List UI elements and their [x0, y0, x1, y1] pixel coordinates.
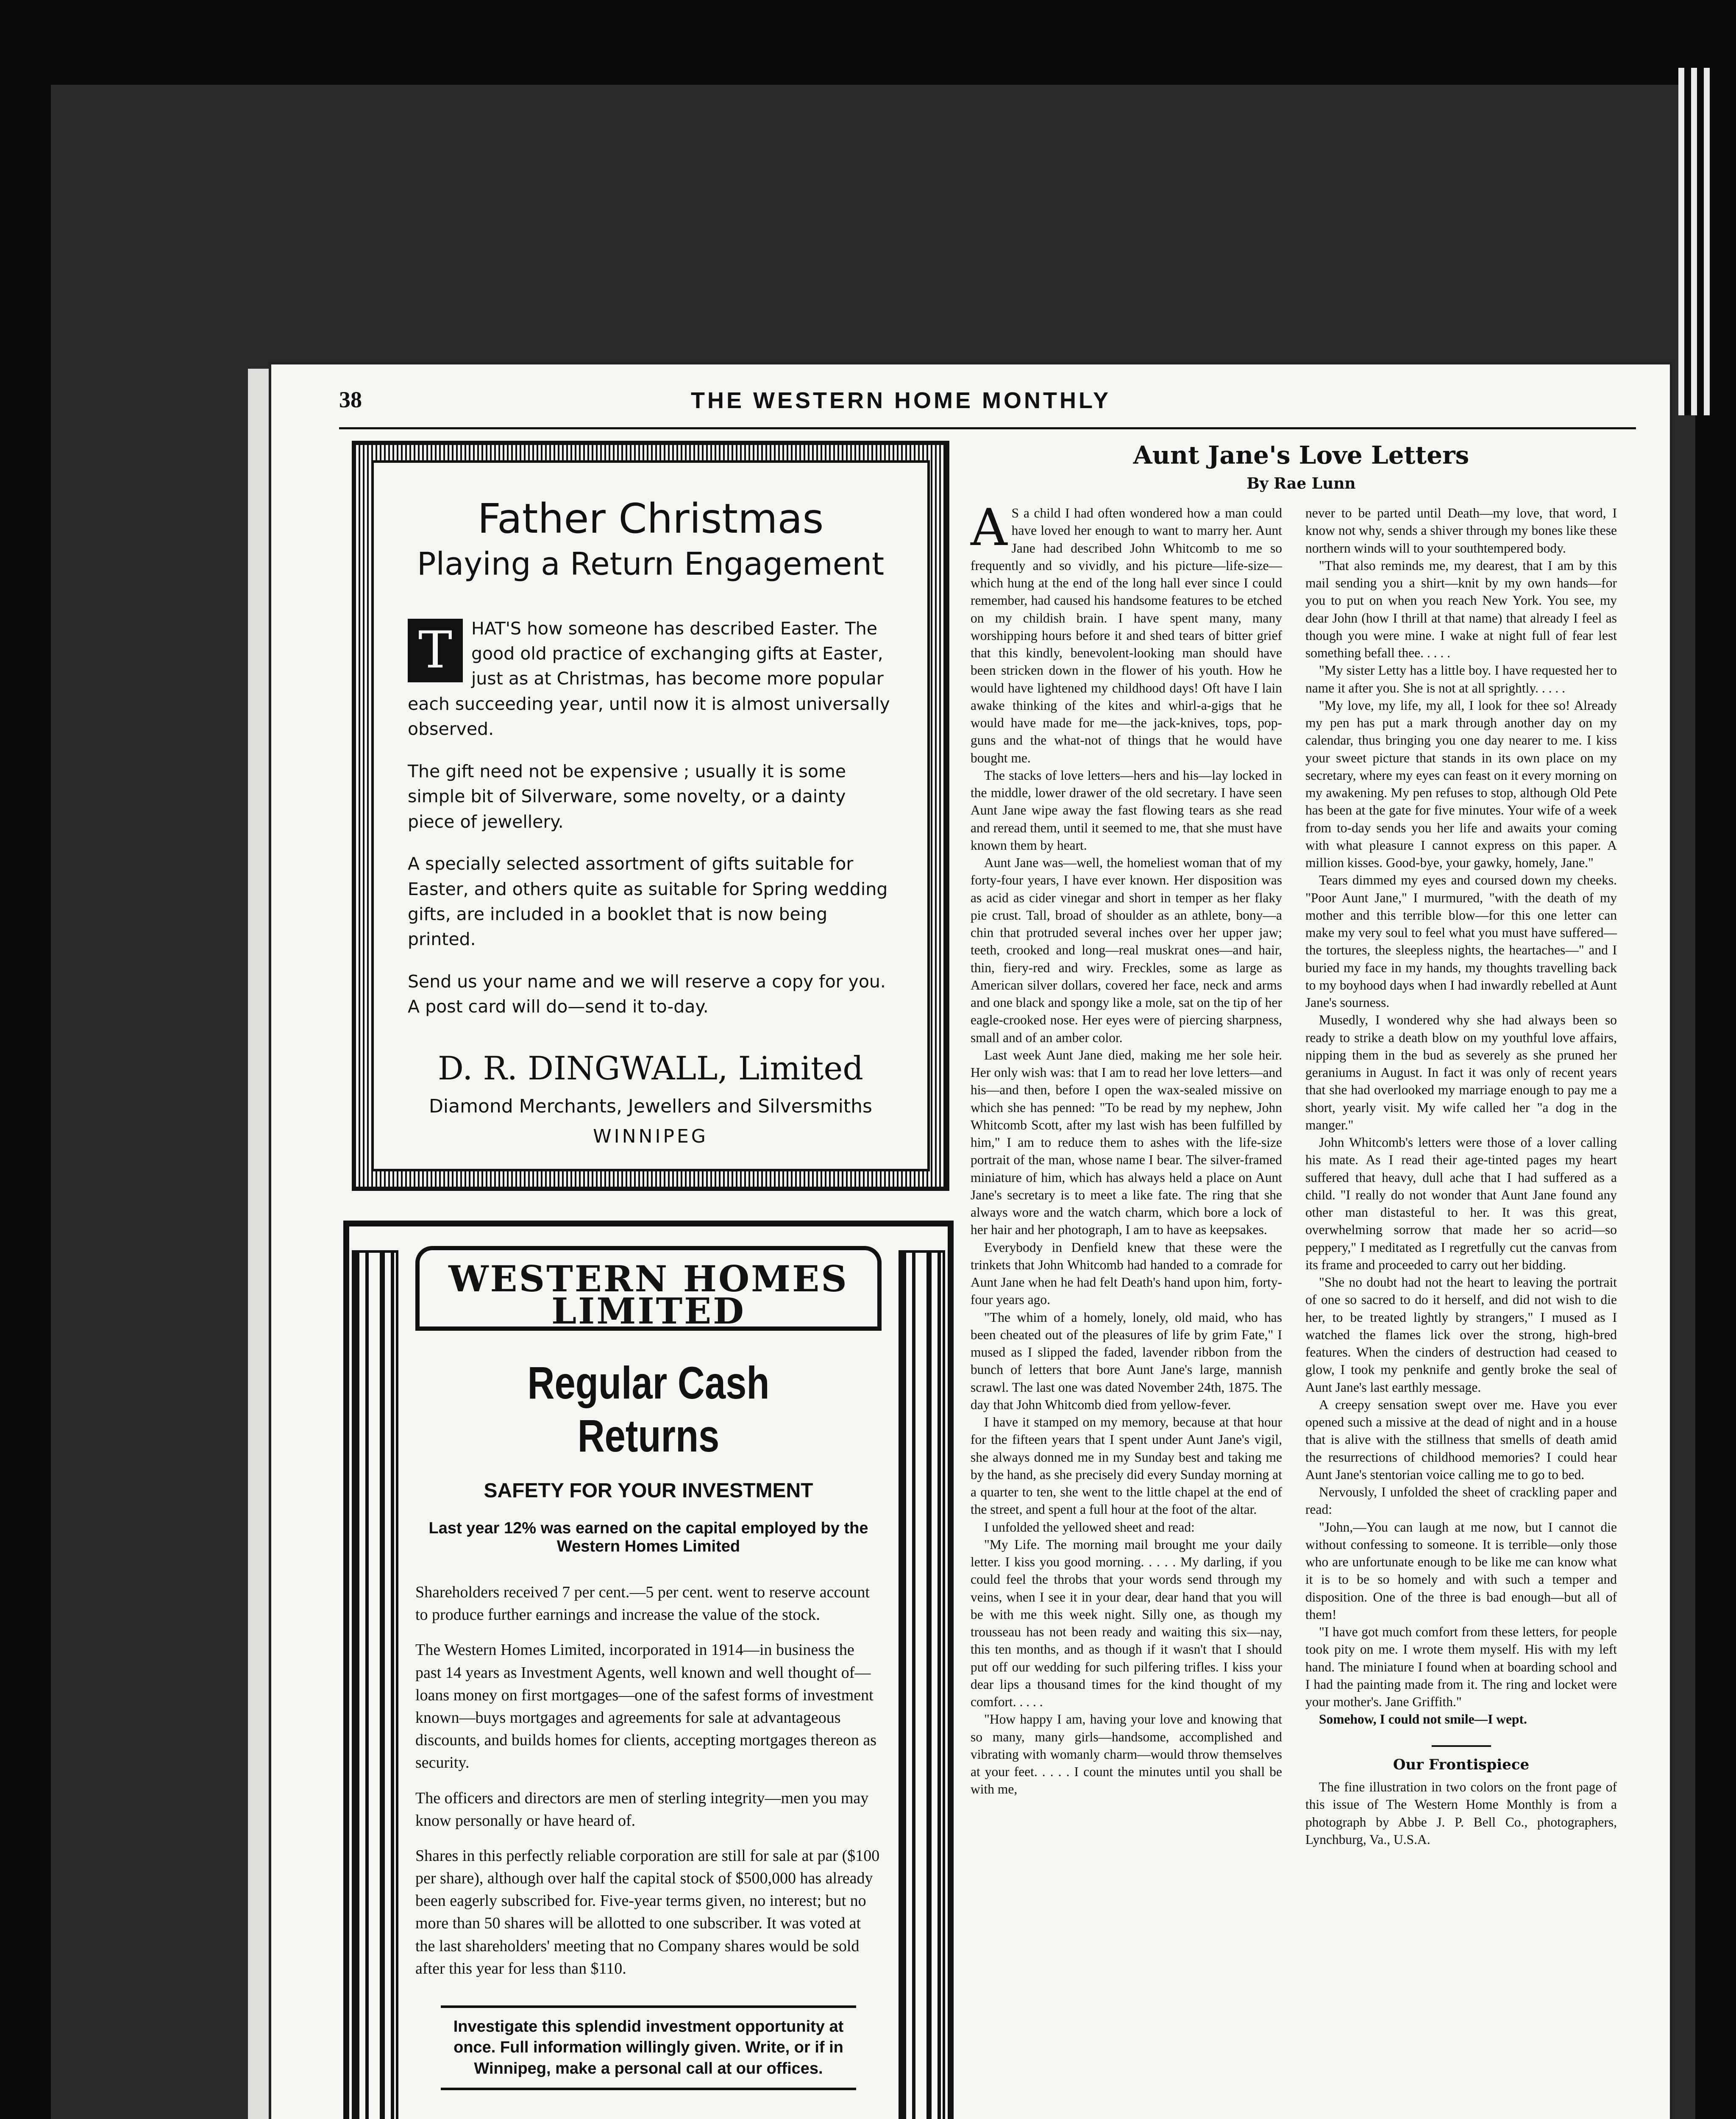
article-paragraph: Last week Aunt Jane died, making me her sole heir. Her only wish was: that I am to read her love letters—and his—and then, before I open the wax-sealed missive on which she has penned: "To be read by my nephew, John Whitcomb Scott, after my last wish has been fulfilled by him," I am to reduce them to ashes with the life-size portrait of the man, whose name I bear. The silver-framed miniature of him, which has always held a place on Aunt Jane's secretary is to meet a like fate. The ring that she always wore and the watch charm, which bore a lock of her hair and her photograph, I am to have as keepsakes. — [971, 1047, 1282, 1237]
article-paragraph: Tears dimmed my eyes and coursed down my cheeks. "Poor Aunt Jane," I murmured, "with the death of my mother and this terrible blow—for this one letter can make my very soul to feel what you must have suffered—the tortures, the sleepless nights, the heartaches—" and I buried my face in my hands, my thoughts travelling back to my boyhood days when I had inwardly rebelled at Aunt Jane's sourness. — [1305, 873, 1617, 1010]
firm-name: D. R. DINGWALL, Limited — [437, 1049, 864, 1087]
ad-subtitle: Playing a Return Engagement — [417, 545, 885, 582]
scan-margin-stripes — [1678, 68, 1717, 415]
article-paragraph: "She no doubt had not the heart to leaving the portrait of one so sacred to do it herself, and did not wish to die her, to be treated lightly by strangers," I mused as I watched the flames lick over the strong, high-bred features. When the cinders of destruction had ceased to glow, I took my penknife and gently broke the seal of Aunt Jane's last earthly message. — [1305, 1275, 1617, 1395]
running-header — [339, 387, 1636, 412]
ad-paragraph: Shares in this perfectly reliable corporation are still for sale at par ($100 per share), although over half the capital stock of $500,000 has already been eagerly subscribed for. Five-year terms given, no interest; but no more than 50 shares will be allotted to one subscriber. It was voted at the last shareholders' meeting that no Company shares would be sold after this year for less than $110. — [415, 1846, 880, 1977]
article-paragraph: I unfolded the yellowed sheet and read: — [984, 1519, 1195, 1535]
article-byline: By Rae Lunn — [1246, 475, 1356, 492]
left-pillar-ornament — [352, 1250, 398, 2119]
dingwall-advertisement — [352, 441, 949, 1191]
article-paragraph: Musedly, I wondered why she had always been so ready to strike a death blow on my youthful love affairs, nipping them in the bud as severely as she pruned her geraniums in August. In fact it was only of recent years that she had overlooked my marriage enough to pay me a short, yearly visit. My wife called her "a dog in the manger." — [1305, 1012, 1617, 1132]
article-paragraph: "I have got much comfort from these letters, for people took pity on me. I wrote them myself. His with my left hand. The miniature I found when at boarding school and I had the painting made from it. The ring and locket were your mother's. Jane Griffith." — [1305, 1624, 1617, 1709]
section-divider — [1432, 1745, 1491, 1747]
article-paragraph: "The whim of a homely, lonely, old maid, who has been cheated out of the pleasures of life by grim Fate," I mused as I slipped the faded, lavender ribbon from the bunch of letters that bore Aunt Jane's large, mannish scrawl. The last one was dated November 24th, 1875. The day that John Whitcomb died from yellow-fever. — [971, 1310, 1282, 1412]
article-paragraph: "How happy I am, having your love and knowing that so many, many girls—handsome, accomplished and vibrating with womanly charm—would throw themselves at your feet. . . . . I count the minutes until you shall be with me, — [971, 1712, 1282, 1797]
article-paragraph: never to be parted until Death—my love, that word, I know not why, sends a shiver through my bones like these northern winds will to your southtempered body. — [1305, 506, 1617, 556]
ad-body — [415, 1348, 882, 2090]
article-paragraph: The stacks of love letters—hers and his—lay locked in the middle, lower drawer of the old secretary. I have seen Aunt Jane wipe away the fast flowing tears as she read and reread them, until it seemed to me, that she must have known them by heart. — [971, 768, 1282, 853]
article-column-1 — [971, 498, 1282, 1798]
article-closing-line: Somehow, I could not smile—I wept. — [1319, 1712, 1527, 1727]
ad-paragraph: Send us your name and we will reserve a copy for you. A post card will do—send it to-day. — [408, 971, 886, 1017]
article-title: Aunt Jane's Love Letters — [1133, 441, 1469, 470]
article-paragraph: A S a child I had often wondered how a man could have loved her enough to want to marry her. Aunt Jane had described John Whitcomb to me so frequently and so vividly, and his picture—life-size—which hung at the end of the long hall ever since I could remember, had caused his handsome features to be etched on my childish brain. I have spent many, many worshipping hours before it and shed tears of bitter grief that this kindly, benevolent-looking man should have been stricken down in the flower of his youth. How he would have lightened my childhood days! Oft have I lain awake thinking of the kites and whirl-a-gigs that he would have made for me—the jack-knives, tops, pop-guns and the what-not of things that he would have bought me. — [971, 498, 1282, 765]
ad-title: Father Christmas — [477, 495, 824, 542]
header-rule — [339, 427, 1636, 429]
ad-earnings: Last year 12% was earned on the capital employed by the Western Homes Limited — [428, 1519, 868, 1555]
western-homes-advertisement — [331, 1221, 966, 2119]
company-name: WESTERN HOMES LIMITED — [448, 1258, 849, 1332]
ad-paragraph: The Western Homes Limited, incorporated in 1914—in business the past 14 years as Investment Agents, well known and well thought of—loans money on first mortgages—one of the safest forms of investment known—buys mortgages and agreements for sale at advantageous discounts, and builds homes for clients, accepting mortgages thereon as security. — [415, 1641, 877, 1772]
drop-cap: A — [971, 498, 1007, 557]
firm-city: WINNIPEG — [593, 1125, 708, 1147]
article-paragraph: Everybody in Denfield knew that these were the trinkets that John Whitcomb had handed to a comrade for Aunt Jane when he had felt Death's hand upon him, forty-four years ago. — [971, 1240, 1282, 1307]
binding-edge — [248, 369, 273, 2119]
article-paragraph: John Whitcomb's letters were those of a lover calling his mate. As I read their age-tinted pages my heart suffered that heavy, dull ache that I had suffered as a child. "I really do not wonder that Aunt Jane found any other man distasteful to her. It was this great, overwhelming sorrow that made her so acrid—so peppery," I meditated as I regretfully cut the canvas from its frame and proceeded to carry out her bidding. — [1305, 1135, 1617, 1272]
page-number: 38 — [339, 387, 362, 412]
article-paragraph: "My Life. The morning mail brought me your daily letter. I kiss you good morning. . . . . My darling, if you could feel the throbs that your words send through my veins, when I see it in your dear, dear hand that you will be with me this week night. Silly one, as though my trousseau has not been ready and waiting this six—nay, this ten months, and as though if it wasn't that I should put off our wedding for such pilfering trifles. I kiss your dear lips a thousand times for the kind thought of my comfort. . . . . — [971, 1537, 1282, 1709]
ad-subhead: SAFETY FOR YOUR INVESTMENT — [484, 1479, 813, 1502]
ad-paragraph: T HAT'S how someone has described Easter. The good old practice of exchanging gifts at Easter, just as at Christmas, has become more popular each succeeding year, until now it is almost universally observed. — [408, 618, 890, 740]
frontispiece-text: The fine illustration in two colors on the front page of this issue of The Western Home Monthly is from a photograph by Abbe J. P. Bell Co., photographers, Lynchburg, Va., U.S.A. — [1305, 1780, 1617, 1847]
right-pillar-ornament — [899, 1250, 945, 2119]
ad-headline: Regular Cash Returns — [527, 1357, 770, 1461]
article-paragraph: A creepy sensation swept over me. Have you ever opened such a missive at the dead of night and in a house that is alive with the stillness that smells of death amid the resurrections of childhood memories? I could hear Aunt Jane's stentorian voice calling me to go to bed. — [1305, 1397, 1617, 1482]
article-paragraph: I have it stamped on my memory, because at that hour for the fifteen years that I spent under Aunt Jane's vigil, she always donned me in my Sunday best and taking me by the hand, as she precisely did every Sunday morning at a quarter to ten, she went to the little chapel at the end of the street, and spent a full hour at the foot of the altar. — [971, 1415, 1282, 1517]
article-paragraph: "My love, my life, my all, I look for thee so! Already my pen has put a mark through another day on my calendar, thus bringing you one day nearer to me. I kiss your sweet picture that stands in its own place on my secretary, where my eyes can feast on it every morning on my awakening. My pen refuses to stop, although Old Pete has been at the gate for five minutes. Your wife of a week from to-day sends you her life and awaits your coming with what pleasure I cannot express on this paper. A million kisses. Good-bye, your gawky, homely, Jane." — [1305, 698, 1617, 870]
drop-cap: T — [408, 619, 463, 682]
article-paragraph: Aunt Jane was—well, the homeliest woman that of my forty-four years, I have ever known. Her disposition was as acid as cider vinegar and short in temper as her flaky pie crust. Tall, broad of shoulder as an athlete, bony—a chin that protruded several inches over her upper jaw; teeth, crooked and long—real muskrat ones—and hair, thin, fiery-red and wiry. Freckles, some as large as American silver dollars, covered her face, neck and arms and one black and spongy like a mole, sat on the tip of her eagle-crooked nose. Her eyes were of piercing sharpness, small and of an amber color. — [971, 855, 1282, 1045]
ad-call-to-action: Investigate this splendid investment opportunity at once. Full information willingly given. Write, or if in Winnipeg, make a personal call at our offices. — [441, 2005, 856, 2090]
ad-paragraph: A specially selected assortment of gifts suitable for Easter, and others quite as suitable for Spring wedding gifts, are included in a booklet that is now being printed. — [408, 854, 888, 950]
magazine-title: THE WESTERN HOME MONTHLY — [691, 388, 1111, 413]
firm-description: Diamond Merchants, Jewellers and Silversmiths — [429, 1095, 872, 1117]
ad-paragraph: The officers and directors are men of sterling integrity—men you may know personally or have heard of. — [415, 1789, 869, 1830]
article-column-2 — [1305, 504, 1617, 1848]
frontispiece-heading: Our Frontispiece — [1393, 1756, 1530, 1773]
ad-paragraph: Shareholders received 7 per cent.—5 per cent. went to reserve account to produce further earnings and increase the value of the stock. — [415, 1583, 870, 1624]
article-paragraph: "John,—You can laugh at me now, but I cannot die without confessing to someone. It is terrible—only those who are unfortunate enough to be like me can know what it is to be so homely and with such a temper and disposition. One of the three is bad enough—but all of them! — [1305, 1519, 1617, 1622]
ad-paragraph: The gift need not be expensive ; usually it is some simple bit of Silverware, some novelty, or a dainty piece of jewellery. — [408, 761, 846, 832]
article — [971, 441, 1632, 2119]
article-paragraph: "My sister Letty has a little boy. I have requested her to name it after you. She is not at all sprightly. . . . . — [1305, 663, 1617, 695]
article-paragraph: Nervously, I unfolded the sheet of crackling paper and read: — [1305, 1485, 1617, 1517]
arch-banner — [415, 1246, 882, 1331]
article-paragraph: "That also reminds me, my dearest, that I am by this mail sending you a shirt—knit by my own hands—for you to put on when you reach New York. You see, my dear John (how I thrill at that name) that already I feel as though you were mine. I wake at night full of fear lest something befall thee. . . . . — [1305, 558, 1617, 660]
